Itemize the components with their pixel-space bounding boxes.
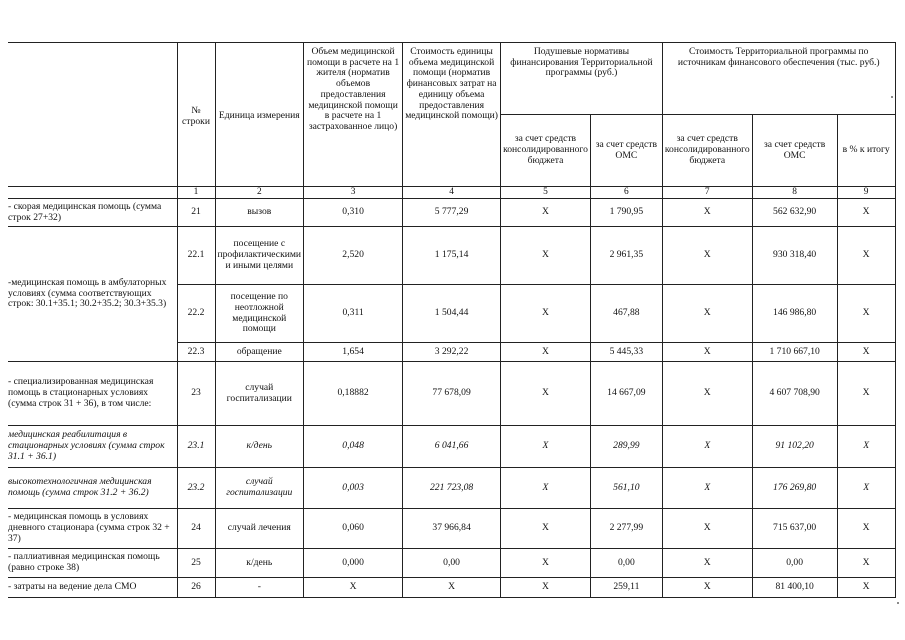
row-oms-total: 562 632,90 xyxy=(752,199,837,227)
row-oms-total: 930 318,40 xyxy=(752,227,837,285)
header-row xyxy=(8,43,895,115)
row-label: - скорая медицинская помощь (сумма строк 27+32) xyxy=(8,199,177,227)
row-label: высокотехнологичная медицинская помощь (сумма строк 31.2 + 36.2) xyxy=(8,468,177,509)
row-unit-cost: 0,00 xyxy=(403,549,501,578)
row-volume: 2,520 xyxy=(304,227,403,285)
row-budget-total: X xyxy=(662,549,752,578)
row-label: - медицинская помощь в условиях дневного стационара (сумма строк 32 + 37) xyxy=(8,509,177,549)
row-oms: 2 277,99 xyxy=(590,509,662,549)
column-number: 3 xyxy=(304,187,403,199)
row-budget: X xyxy=(501,343,591,362)
column-number: 7 xyxy=(662,187,752,199)
row-budget: X xyxy=(501,362,591,426)
row-volume: 0,000 xyxy=(304,549,403,578)
table-row xyxy=(8,549,895,578)
row-oms: 14 667,09 xyxy=(590,362,662,426)
column-number: 2 xyxy=(215,187,304,199)
table-row xyxy=(8,578,895,598)
row-budget-total: X xyxy=(662,285,752,343)
table-row xyxy=(8,468,895,509)
row-unit-cost: 1 175,14 xyxy=(403,227,501,285)
table-row xyxy=(8,227,895,285)
row-budget: X xyxy=(501,285,591,343)
row-number: 23.2 xyxy=(177,468,215,509)
row-unit: вызов xyxy=(215,199,304,227)
row-percent: X xyxy=(837,285,895,343)
row-volume: 0,311 xyxy=(304,285,403,343)
row-oms-total: 146 986,80 xyxy=(752,285,837,343)
row-unit: посещение с профилактическими и иными целями xyxy=(215,227,304,285)
row-oms: 467,88 xyxy=(590,285,662,343)
subheader-budget: за счет средств консолидированного бюджета xyxy=(501,115,591,187)
row-budget-total: X xyxy=(662,343,752,362)
row-label: - затраты на ведение дела СМО xyxy=(8,578,177,598)
row-oms: 5 445,33 xyxy=(590,343,662,362)
row-number: 22.2 xyxy=(177,285,215,343)
row-unit-cost: X xyxy=(403,578,501,598)
row-oms: 289,99 xyxy=(590,426,662,468)
row-label: - паллиативная медицинская помощь (равно строке 38) xyxy=(8,549,177,578)
row-unit: случай госпитализации xyxy=(215,468,304,509)
row-budget: X xyxy=(501,509,591,549)
row-percent: X xyxy=(837,362,895,426)
column-number: 9 xyxy=(837,187,895,199)
row-unit-cost: 6 041,66 xyxy=(403,426,501,468)
row-number: 25 xyxy=(177,549,215,578)
row-unit-cost: 1 504,44 xyxy=(403,285,501,343)
row-label: - специализированная медицинская помощь в стационарных условиях (сумма строк 31 + 36), в том числе: xyxy=(8,362,177,426)
row-oms-total: 176 269,80 xyxy=(752,468,837,509)
table-row xyxy=(8,199,895,227)
row-percent: X xyxy=(837,509,895,549)
row-unit: случай госпитализации xyxy=(215,362,304,426)
row-budget: X xyxy=(501,468,591,509)
row-number: 22.3 xyxy=(177,343,215,362)
row-number: 22.1 xyxy=(177,227,215,285)
row-unit: к/день xyxy=(215,549,304,578)
row-oms: 0,00 xyxy=(590,549,662,578)
row-percent: X xyxy=(837,426,895,468)
row-unit: обращение xyxy=(215,343,304,362)
column-number-row xyxy=(8,187,895,199)
row-budget-total: X xyxy=(662,578,752,598)
subheader-percent: в % к итогу xyxy=(837,115,895,187)
row-volume: 0,060 xyxy=(304,509,403,549)
header-row-no: № строки xyxy=(177,43,215,187)
row-number: 23.1 xyxy=(177,426,215,468)
row-percent: X xyxy=(837,578,895,598)
row-percent: X xyxy=(837,227,895,285)
row-number: 23 xyxy=(177,362,215,426)
row-percent: X xyxy=(837,468,895,509)
scan-speck xyxy=(891,96,893,98)
table-row xyxy=(8,426,895,468)
row-budget-total: X xyxy=(662,509,752,549)
row-unit-cost: 221 723,08 xyxy=(403,468,501,509)
row-volume: 0,310 xyxy=(304,199,403,227)
row-oms-total: 715 637,00 xyxy=(752,509,837,549)
row-volume: 1,654 xyxy=(304,343,403,362)
table-row xyxy=(8,509,895,549)
row-oms: 1 790,95 xyxy=(590,199,662,227)
row-oms-total: 0,00 xyxy=(752,549,837,578)
column-number: 5 xyxy=(501,187,591,199)
header-blank xyxy=(8,43,177,187)
column-number: 4 xyxy=(403,187,501,199)
row-unit-cost: 37 966,84 xyxy=(403,509,501,549)
row-oms-total: 1 710 667,10 xyxy=(752,343,837,362)
row-budget: X xyxy=(501,227,591,285)
row-unit-cost: 77 678,09 xyxy=(403,362,501,426)
header-unit-cost: Стоимость единицы объема медицинской помощи (норматив финансовых затрат на единицу объема предоставления медицинской помощи) xyxy=(403,43,501,187)
column-number: 1 xyxy=(177,187,215,199)
row-number: 24 xyxy=(177,509,215,549)
row-unit-cost: 5 777,29 xyxy=(403,199,501,227)
row-percent: X xyxy=(837,549,895,578)
row-number: 21 xyxy=(177,199,215,227)
row-label: -медицинская помощь в амбулаторных условиях (сумма соответствующих строк: 30.1+35.1; 30.2+35.2; 30.3+35.3) xyxy=(8,227,177,362)
row-budget: X xyxy=(501,578,591,598)
row-unit: к/день xyxy=(215,426,304,468)
row-volume: 0,003 xyxy=(304,468,403,509)
row-budget: X xyxy=(501,199,591,227)
subheader-oms: за счет средств ОМС xyxy=(590,115,662,187)
row-budget: X xyxy=(501,549,591,578)
header-total-cost: Стоимость Территориальной программы по источникам финансового обеспечения (тыс. руб.) xyxy=(662,43,895,115)
column-number: 8 xyxy=(752,187,837,199)
row-unit: - xyxy=(215,578,304,598)
row-oms: 561,10 xyxy=(590,468,662,509)
header-unit: Единица измерения xyxy=(215,43,304,187)
column-number: 6 xyxy=(590,187,662,199)
row-label: медицинская реабилитация в стационарных условиях (сумма строк 31.1 + 36.1) xyxy=(8,426,177,468)
row-unit: случай лечения xyxy=(215,509,304,549)
table-row xyxy=(8,362,895,426)
row-budget-total: X xyxy=(662,426,752,468)
column-number-blank xyxy=(8,187,177,199)
row-volume: 0,18882 xyxy=(304,362,403,426)
row-oms: 2 961,35 xyxy=(590,227,662,285)
row-budget-total: X xyxy=(662,468,752,509)
row-unit: посещение по неотложной медицинской помощи xyxy=(215,285,304,343)
row-number: 26 xyxy=(177,578,215,598)
financing-table xyxy=(8,42,896,598)
row-budget-total: X xyxy=(662,362,752,426)
row-oms-total: 81 400,10 xyxy=(752,578,837,598)
row-volume: 0,048 xyxy=(304,426,403,468)
scan-speck xyxy=(897,602,899,604)
header-per-capita: Подушевые нормативы финансирования Территориальной программы (руб.) xyxy=(501,43,663,115)
row-unit-cost: 3 292,22 xyxy=(403,343,501,362)
row-oms: 259,11 xyxy=(590,578,662,598)
row-oms-total: 4 607 708,90 xyxy=(752,362,837,426)
header-volume: Объем медицинской помощи в расчете на 1 жителя (норматив объемов предоставления медицинской помощи в расчете на 1 застрахованное лицо) xyxy=(304,43,403,187)
row-oms-total: 91 102,20 xyxy=(752,426,837,468)
subheader-budget-total: за счет средств консолидированного бюджета xyxy=(662,115,752,187)
row-budget: X xyxy=(501,426,591,468)
subheader-oms-total: за счет средств ОМС xyxy=(752,115,837,187)
row-percent: X xyxy=(837,343,895,362)
row-budget-total: X xyxy=(662,199,752,227)
row-volume: X xyxy=(304,578,403,598)
row-budget-total: X xyxy=(662,227,752,285)
row-percent: X xyxy=(837,199,895,227)
